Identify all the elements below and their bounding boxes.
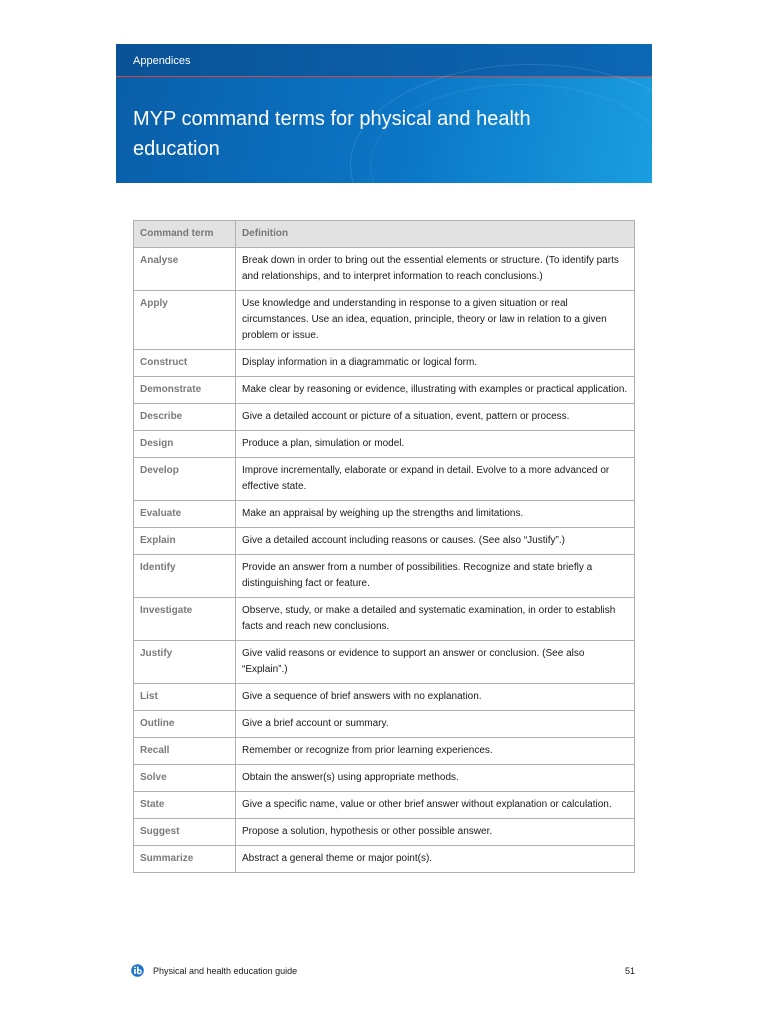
table-row (134, 555, 635, 598)
definition-cell: Make clear by reasoning or evidence, illustrating with examples or practical application. (236, 377, 635, 404)
term-cell: State (134, 792, 236, 819)
table-row (134, 846, 635, 873)
column-header-definition: Definition (236, 221, 635, 248)
table-row (134, 598, 635, 641)
term-cell: Explain (134, 528, 236, 555)
term-cell: Develop (134, 458, 236, 501)
definition-cell: Abstract a general theme or major point(s). (236, 846, 635, 873)
definition-cell: Provide an answer from a number of possibilities. Recognize and state briefly a distinguishing fact or feature. (236, 555, 635, 598)
table-row (134, 248, 635, 291)
definition-cell: Use knowledge and understanding in response to a given situation or real circumstances. Use an idea, equation, principle, theory or law in relation to a given problem or issue. (236, 291, 635, 350)
table-row (134, 350, 635, 377)
term-cell: Identify (134, 555, 236, 598)
term-cell: Summarize (134, 846, 236, 873)
definition-cell: Break down in order to bring out the essential elements or structure. (To identify parts and relationships, and to interpret information to reach conclusions.) (236, 248, 635, 291)
term-cell: Evaluate (134, 501, 236, 528)
column-header-term: Command term (134, 221, 236, 248)
table-row (134, 501, 635, 528)
table-row (134, 819, 635, 846)
table-row (134, 431, 635, 458)
term-cell: Analyse (134, 248, 236, 291)
term-cell: Apply (134, 291, 236, 350)
term-cell: Demonstrate (134, 377, 236, 404)
definition-cell: Give a brief account or summary. (236, 711, 635, 738)
command-terms-table (133, 220, 635, 873)
term-cell: Outline (134, 711, 236, 738)
table-row (134, 711, 635, 738)
table-row (134, 641, 635, 684)
definition-cell: Remember or recognize from prior learning experiences. (236, 738, 635, 765)
table-row (134, 377, 635, 404)
definition-cell: Make an appraisal by weighing up the strengths and limitations. (236, 501, 635, 528)
table-row (134, 738, 635, 765)
page-footer (131, 962, 635, 980)
table-row (134, 404, 635, 431)
table-row (134, 291, 635, 350)
term-cell: List (134, 684, 236, 711)
term-cell: Suggest (134, 819, 236, 846)
section-label: Appendices (133, 55, 191, 67)
table-row (134, 792, 635, 819)
definition-cell: Propose a solution, hypothesis or other possible answer. (236, 819, 635, 846)
definition-cell: Display information in a diagrammatic or logical form. (236, 350, 635, 377)
guide-title: Physical and health education guide (153, 966, 298, 976)
definition-cell: Obtain the answer(s) using appropriate methods. (236, 765, 635, 792)
page-title: MYP command terms for physical and health education (133, 108, 531, 160)
term-cell: Solve (134, 765, 236, 792)
table-row (134, 458, 635, 501)
definition-cell: Observe, study, or make a detailed and systematic examination, in order to establish facts and reach new conclusions. (236, 598, 635, 641)
ib-logo-icon (131, 964, 144, 977)
page-number: 51 (624, 966, 635, 976)
definition-cell: Give a specific name, value or other brief answer without explanation or calculation. (236, 792, 635, 819)
term-cell: Recall (134, 738, 236, 765)
table-row (134, 528, 635, 555)
table-row (134, 684, 635, 711)
table-row (134, 765, 635, 792)
term-cell: Describe (134, 404, 236, 431)
term-cell: Design (134, 431, 236, 458)
definition-cell: Give a detailed account including reasons or causes. (See also “Justify”.) (236, 528, 635, 555)
table-header-row (134, 221, 635, 248)
header-banner (116, 44, 652, 183)
definition-cell: Improve incrementally, elaborate or expand in detail. Evolve to a more advanced or effective state. (236, 458, 635, 501)
definition-cell: Give valid reasons or evidence to support an answer or conclusion. (See also “Explain”.) (236, 641, 635, 684)
term-cell: Justify (134, 641, 236, 684)
term-cell: Investigate (134, 598, 236, 641)
term-cell: Construct (134, 350, 236, 377)
definition-cell: Produce a plan, simulation or model. (236, 431, 635, 458)
definition-cell: Give a detailed account or picture of a situation, event, pattern or process. (236, 404, 635, 431)
definition-cell: Give a sequence of brief answers with no explanation. (236, 684, 635, 711)
